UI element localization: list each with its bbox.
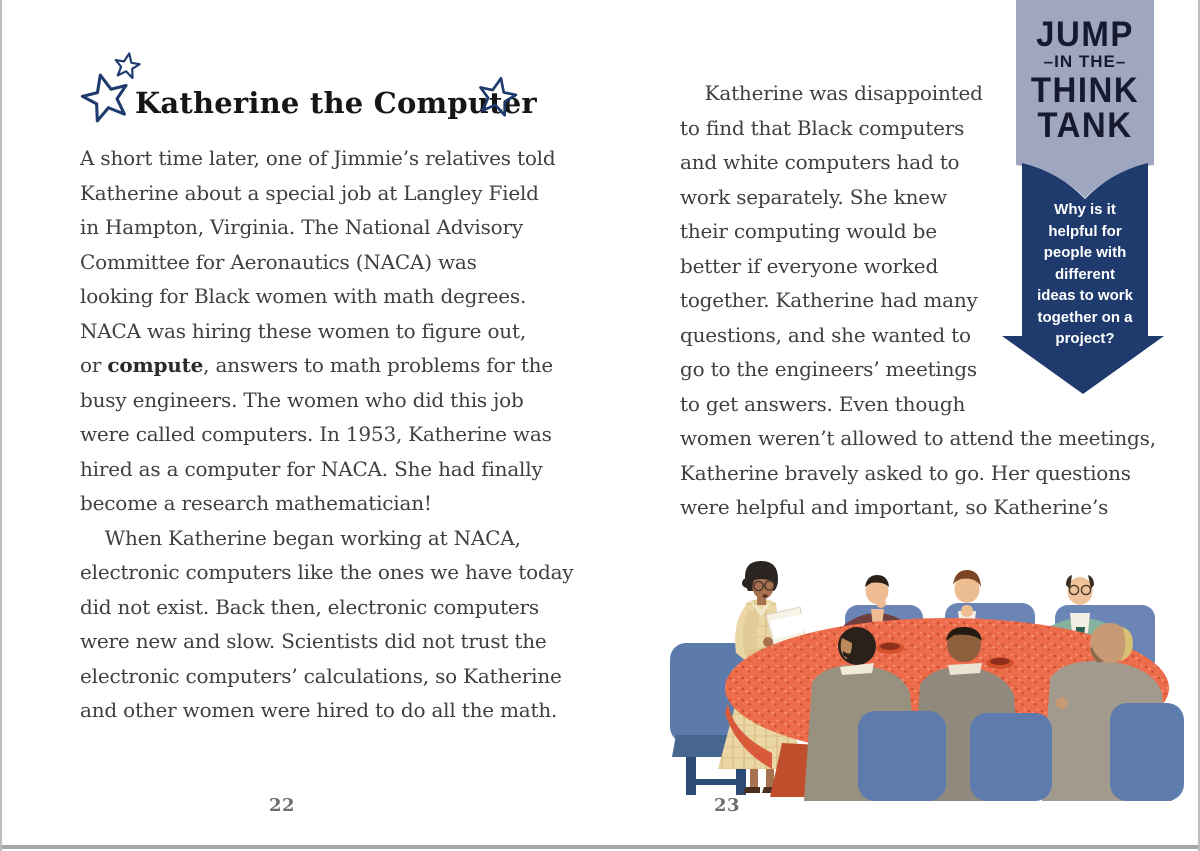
text-line: ideas to work bbox=[1037, 287, 1133, 304]
text-line: When Katherine began working at NACA, bbox=[80, 525, 521, 550]
text-line: people with bbox=[1043, 244, 1127, 261]
text-line: and other women were hired to do all the math. bbox=[80, 698, 558, 722]
text-line: their computing would be bbox=[680, 219, 937, 243]
text-line: were called computers. In 1953, Katherine was bbox=[80, 422, 552, 446]
text-line: were new and slow. Scientists did not trust the bbox=[80, 629, 547, 653]
text-line: or compute, answers to math problems for the bbox=[80, 353, 554, 377]
text-line: hired as a computer for NACA. She had finally bbox=[80, 456, 543, 481]
text-line: Katherine about a special job at Langley Field bbox=[80, 180, 539, 205]
think-tank-banner bbox=[997, 0, 1182, 398]
text-line: looking for Black women with math degrees. bbox=[80, 284, 527, 308]
text-line: Why is it bbox=[1054, 201, 1116, 218]
text-line: become a research mathematician! bbox=[80, 491, 432, 515]
meeting-illustration bbox=[662, 543, 1192, 801]
text-line: did not exist. Back then, electronic computers bbox=[80, 594, 539, 619]
text-line: go to the engineers’ meetings bbox=[680, 357, 977, 381]
text-line: NACA was hiring these women to figure out, bbox=[80, 318, 526, 343]
think-tank-heading-line: TANK bbox=[1037, 104, 1133, 145]
text-line: project? bbox=[1055, 330, 1115, 347]
chapter-title-block bbox=[80, 50, 550, 130]
think-tank-heading bbox=[1016, 13, 1154, 145]
star-icon bbox=[476, 76, 518, 118]
text-line: to get answers. Even though bbox=[680, 391, 966, 416]
text-line: electronic computers like the ones we have today bbox=[80, 560, 574, 584]
text-line: to find that Black computers bbox=[680, 115, 965, 140]
page-number-left: 22 bbox=[269, 795, 296, 816]
text-line: different bbox=[1055, 265, 1115, 283]
text-line: Katherine bravely asked to go. Her questions bbox=[680, 460, 1131, 485]
text-line: together. Katherine had many bbox=[680, 288, 978, 312]
text-line: Katherine was disappointed bbox=[680, 81, 983, 105]
text-line: helpful for bbox=[1048, 222, 1122, 240]
left-page-paragraphs bbox=[80, 141, 580, 728]
text-line: better if everyone worked bbox=[680, 253, 939, 278]
text-line: together on a bbox=[1037, 308, 1133, 326]
text-line: were helpful and important, so Katherine’s bbox=[680, 495, 1109, 519]
think-tank-heading-line: –IN THE– bbox=[1043, 52, 1127, 71]
page-title: Katherine the Computer bbox=[135, 86, 537, 120]
text-line: questions, and she wanted to bbox=[680, 322, 971, 347]
think-tank-heading-line: JUMP bbox=[1036, 13, 1134, 54]
page-bottom-edge bbox=[2, 845, 1198, 849]
text-line: work separately. She knew bbox=[680, 184, 947, 209]
text-line: A short time later, one of Jimmie’s relatives told bbox=[80, 146, 556, 170]
text-line: and white computers had to bbox=[680, 150, 960, 174]
text-line: electronic computers’ calculations, so Katherine bbox=[80, 663, 562, 688]
text-line: Committee for Aeronautics (NACA) was bbox=[80, 249, 477, 274]
think-tank-heading-line: THINK bbox=[1030, 69, 1140, 110]
text-line: in Hampton, Virginia. The National Advisory bbox=[80, 215, 523, 239]
text-line: women weren’t allowed to attend the meetings, bbox=[680, 426, 1156, 450]
star-icon bbox=[113, 52, 141, 80]
text-line: busy engineers. The women who did this job bbox=[80, 387, 524, 412]
think-tank-question bbox=[1010, 199, 1160, 350]
page-number-right: 23 bbox=[714, 795, 741, 816]
